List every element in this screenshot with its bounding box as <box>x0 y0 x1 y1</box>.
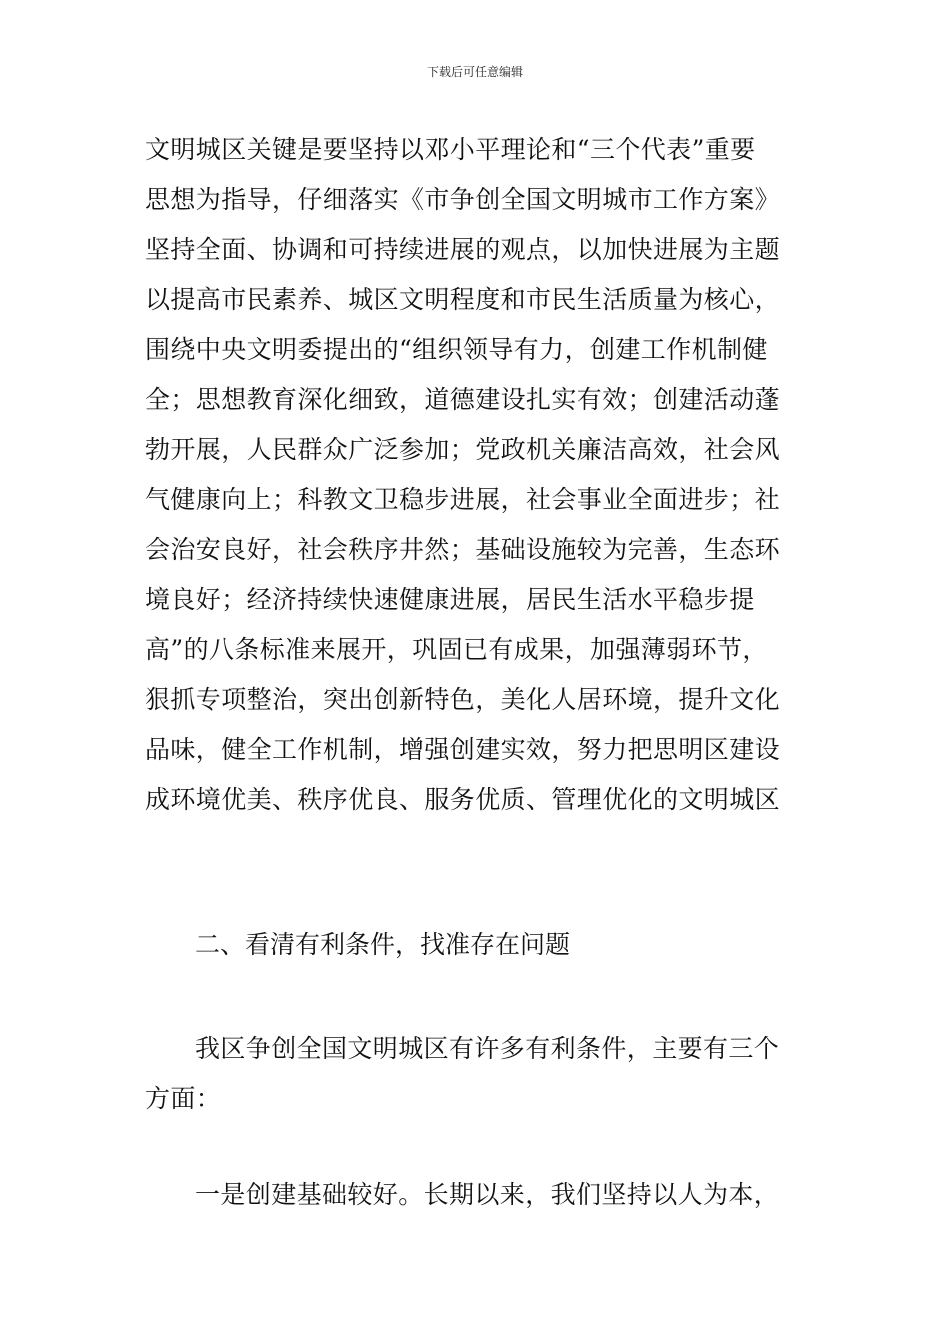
paragraph-line: 会治安良好，社会秩序井然；基础设施较为完善，生态环 <box>145 535 781 564</box>
first-point-paragraph <box>145 1170 810 1220</box>
paragraph-line: 文明城区关键是要坚持以邓小平理论和“三个代表”重要 <box>145 135 756 164</box>
paragraph-line: 围绕中央文明委提出的“组织领导有力，创建工作机制健 <box>145 335 768 364</box>
paragraph-line: 全；思想教育深化细致，道德建设扎实有效；创建活动蓬 <box>145 385 781 414</box>
paragraph-line: 狠抓专项整治，突出创新特色，美化人居环境，提升文化 <box>145 685 781 714</box>
conditions-paragraph <box>145 1024 810 1124</box>
paragraph-line: 气健康向上；科教文卫稳步进展，社会事业全面进步；社 <box>145 485 781 514</box>
paragraph-line: 坚持全面、协调和可持续进展的观点，以加快进展为主题 <box>145 235 781 264</box>
paragraph-line: 一是创建基础较好。长期以来，我们坚持以人为本， <box>195 1180 780 1209</box>
paragraph-line: 方面： <box>145 1084 222 1113</box>
paragraph-line: 成环境优美、秩序优良、服务优质、管理优化的文明城区 <box>145 785 781 814</box>
paragraph-line: 勃开展，人民群众广泛参加；党政机关廉洁高效，社会风 <box>145 435 781 464</box>
paragraph-line: 境良好；经济持续快速健康进展，居民生活水平稳步提 <box>145 585 755 614</box>
section-heading: 二、看清有利条件，找准存在问题 <box>195 930 571 959</box>
paragraph-line: 思想为指导，仔细落实《市争创全国文明城市工作方案》 <box>145 185 781 214</box>
intro-paragraph <box>145 125 810 825</box>
paragraph-line: 以提高市民素养、城区文明程度和市民生活质量为核心， <box>145 285 781 314</box>
paragraph-line: 品味，健全工作机制，增强创建实效，努力把思明区建设 <box>145 735 781 764</box>
page-header-note: 下载后可任意编辑 <box>426 65 523 79</box>
paragraph-line: 我区争创全国文明城区有许多有利条件，主要有三个 <box>195 1034 780 1063</box>
paragraph-line: 高”的八条标准来展开，巩固已有成果，加强薄弱环节， <box>145 635 768 664</box>
